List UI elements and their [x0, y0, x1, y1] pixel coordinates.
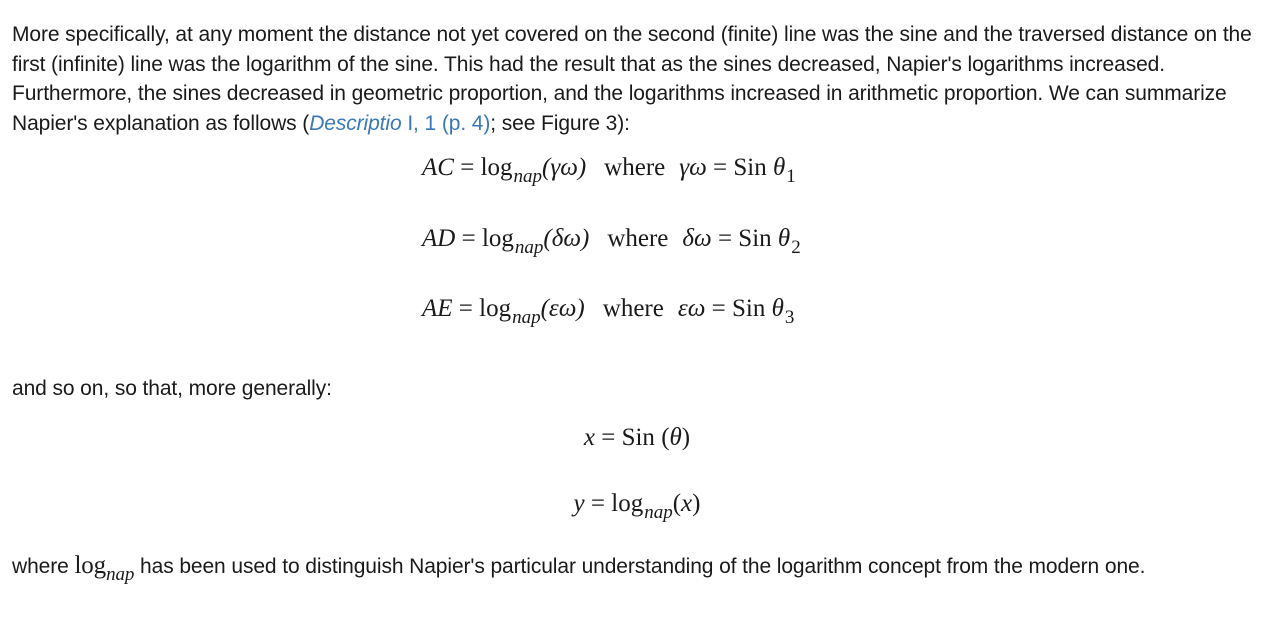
eq-where: where — [604, 154, 666, 181]
eq-equals: = — [452, 295, 480, 322]
eq-theta: θ — [772, 154, 786, 181]
eq-where: where — [607, 225, 669, 252]
eq-rhs-left: δω — [682, 225, 712, 252]
eq-theta: θ — [771, 295, 784, 322]
eq-sin: Sin — [731, 295, 772, 322]
equation-y-log — [12, 490, 1262, 523]
equation-x-sin — [12, 424, 1262, 452]
eq-equals: = — [594, 424, 622, 451]
eq-theta: θ — [777, 225, 791, 252]
eq-paren-open: ( — [661, 424, 670, 451]
descriptio-link[interactable] — [309, 112, 490, 135]
closing-text-start: where — [12, 555, 75, 578]
eq-log-sub: nap — [513, 166, 543, 187]
eq-log-sub: nap — [514, 237, 544, 258]
eq-paren-open: ( — [672, 490, 682, 517]
eq-rhs-equals: = — [705, 295, 732, 322]
eq-arg: (δω) — [543, 225, 590, 252]
eq-paren-close: ) — [692, 490, 701, 517]
intro-text-end: ; see Figure 3): — [490, 111, 630, 135]
equation-ad — [422, 225, 801, 258]
eq-sin: Sin — [621, 424, 662, 451]
eq-theta-sub: 2 — [791, 237, 801, 258]
eq-lhs: AC — [422, 154, 454, 181]
closing-text-end: has been used to distinguish Napier's particular understanding of the logarithm concept from the modern one. — [134, 555, 1146, 578]
eq-lhs: AD — [422, 225, 456, 252]
eq-arg: (γω) — [542, 154, 587, 181]
eq-theta-sub: 1 — [786, 166, 796, 187]
eq-log: log — [480, 154, 513, 181]
eq-x: x — [681, 490, 693, 517]
eq-equals: = — [584, 490, 612, 517]
eq-x: x — [583, 424, 595, 451]
descriptio-link-section: I, 1 — [401, 111, 442, 135]
eq-sin: Sin — [733, 154, 773, 181]
eq-equals: = — [453, 154, 481, 181]
eq-theta: θ — [669, 424, 682, 451]
middle-paragraph: and so on, so that, more generally: — [12, 377, 332, 400]
eq-arg: (εω) — [540, 295, 585, 322]
descriptio-link-title: Descriptio — [309, 111, 402, 135]
eq-equals: = — [455, 225, 482, 252]
eq-where: where — [602, 295, 664, 322]
article-content — [12, 20, 1262, 585]
equation-ae — [422, 295, 795, 328]
eq-paren-close: ) — [681, 424, 691, 451]
eq-log: log — [481, 225, 514, 252]
inline-log: log — [74, 552, 107, 579]
eq-log-sub: nap — [512, 307, 541, 328]
equation-ac — [422, 154, 796, 187]
eq-theta-sub: 3 — [784, 307, 795, 328]
eq-log: log — [479, 295, 512, 322]
descriptio-link-page: (p. 4) — [441, 111, 491, 135]
inline-log-sub: nap — [106, 564, 135, 585]
eq-y: y — [573, 490, 585, 517]
closing-paragraph — [12, 548, 1262, 585]
eq-rhs-equals: = — [706, 154, 734, 181]
intro-paragraph — [12, 20, 1262, 138]
eq-rhs-left: εω — [677, 295, 706, 322]
intro-text: More specifically, at any moment the distance not yet covered on the second (finite) line was the sine and the traversed distance on the first (infinite) line was the logarithm of the sine. This had the result that as the sines decreased, Napier's logarithms increased. Furthermore, the sines decreased in geometric proportion, and the logarithms increased in arithmetic proportion. We can summarize Napier's explanation as follows ( — [12, 23, 1252, 135]
inline-log-nap — [74, 552, 135, 585]
eq-log: log — [611, 490, 644, 517]
eq-rhs-left: γω — [679, 154, 707, 181]
eq-lhs: AE — [422, 295, 453, 322]
eq-rhs-equals: = — [711, 225, 739, 252]
eq-sin: Sin — [738, 225, 778, 252]
eq-log-sub: nap — [644, 502, 673, 523]
